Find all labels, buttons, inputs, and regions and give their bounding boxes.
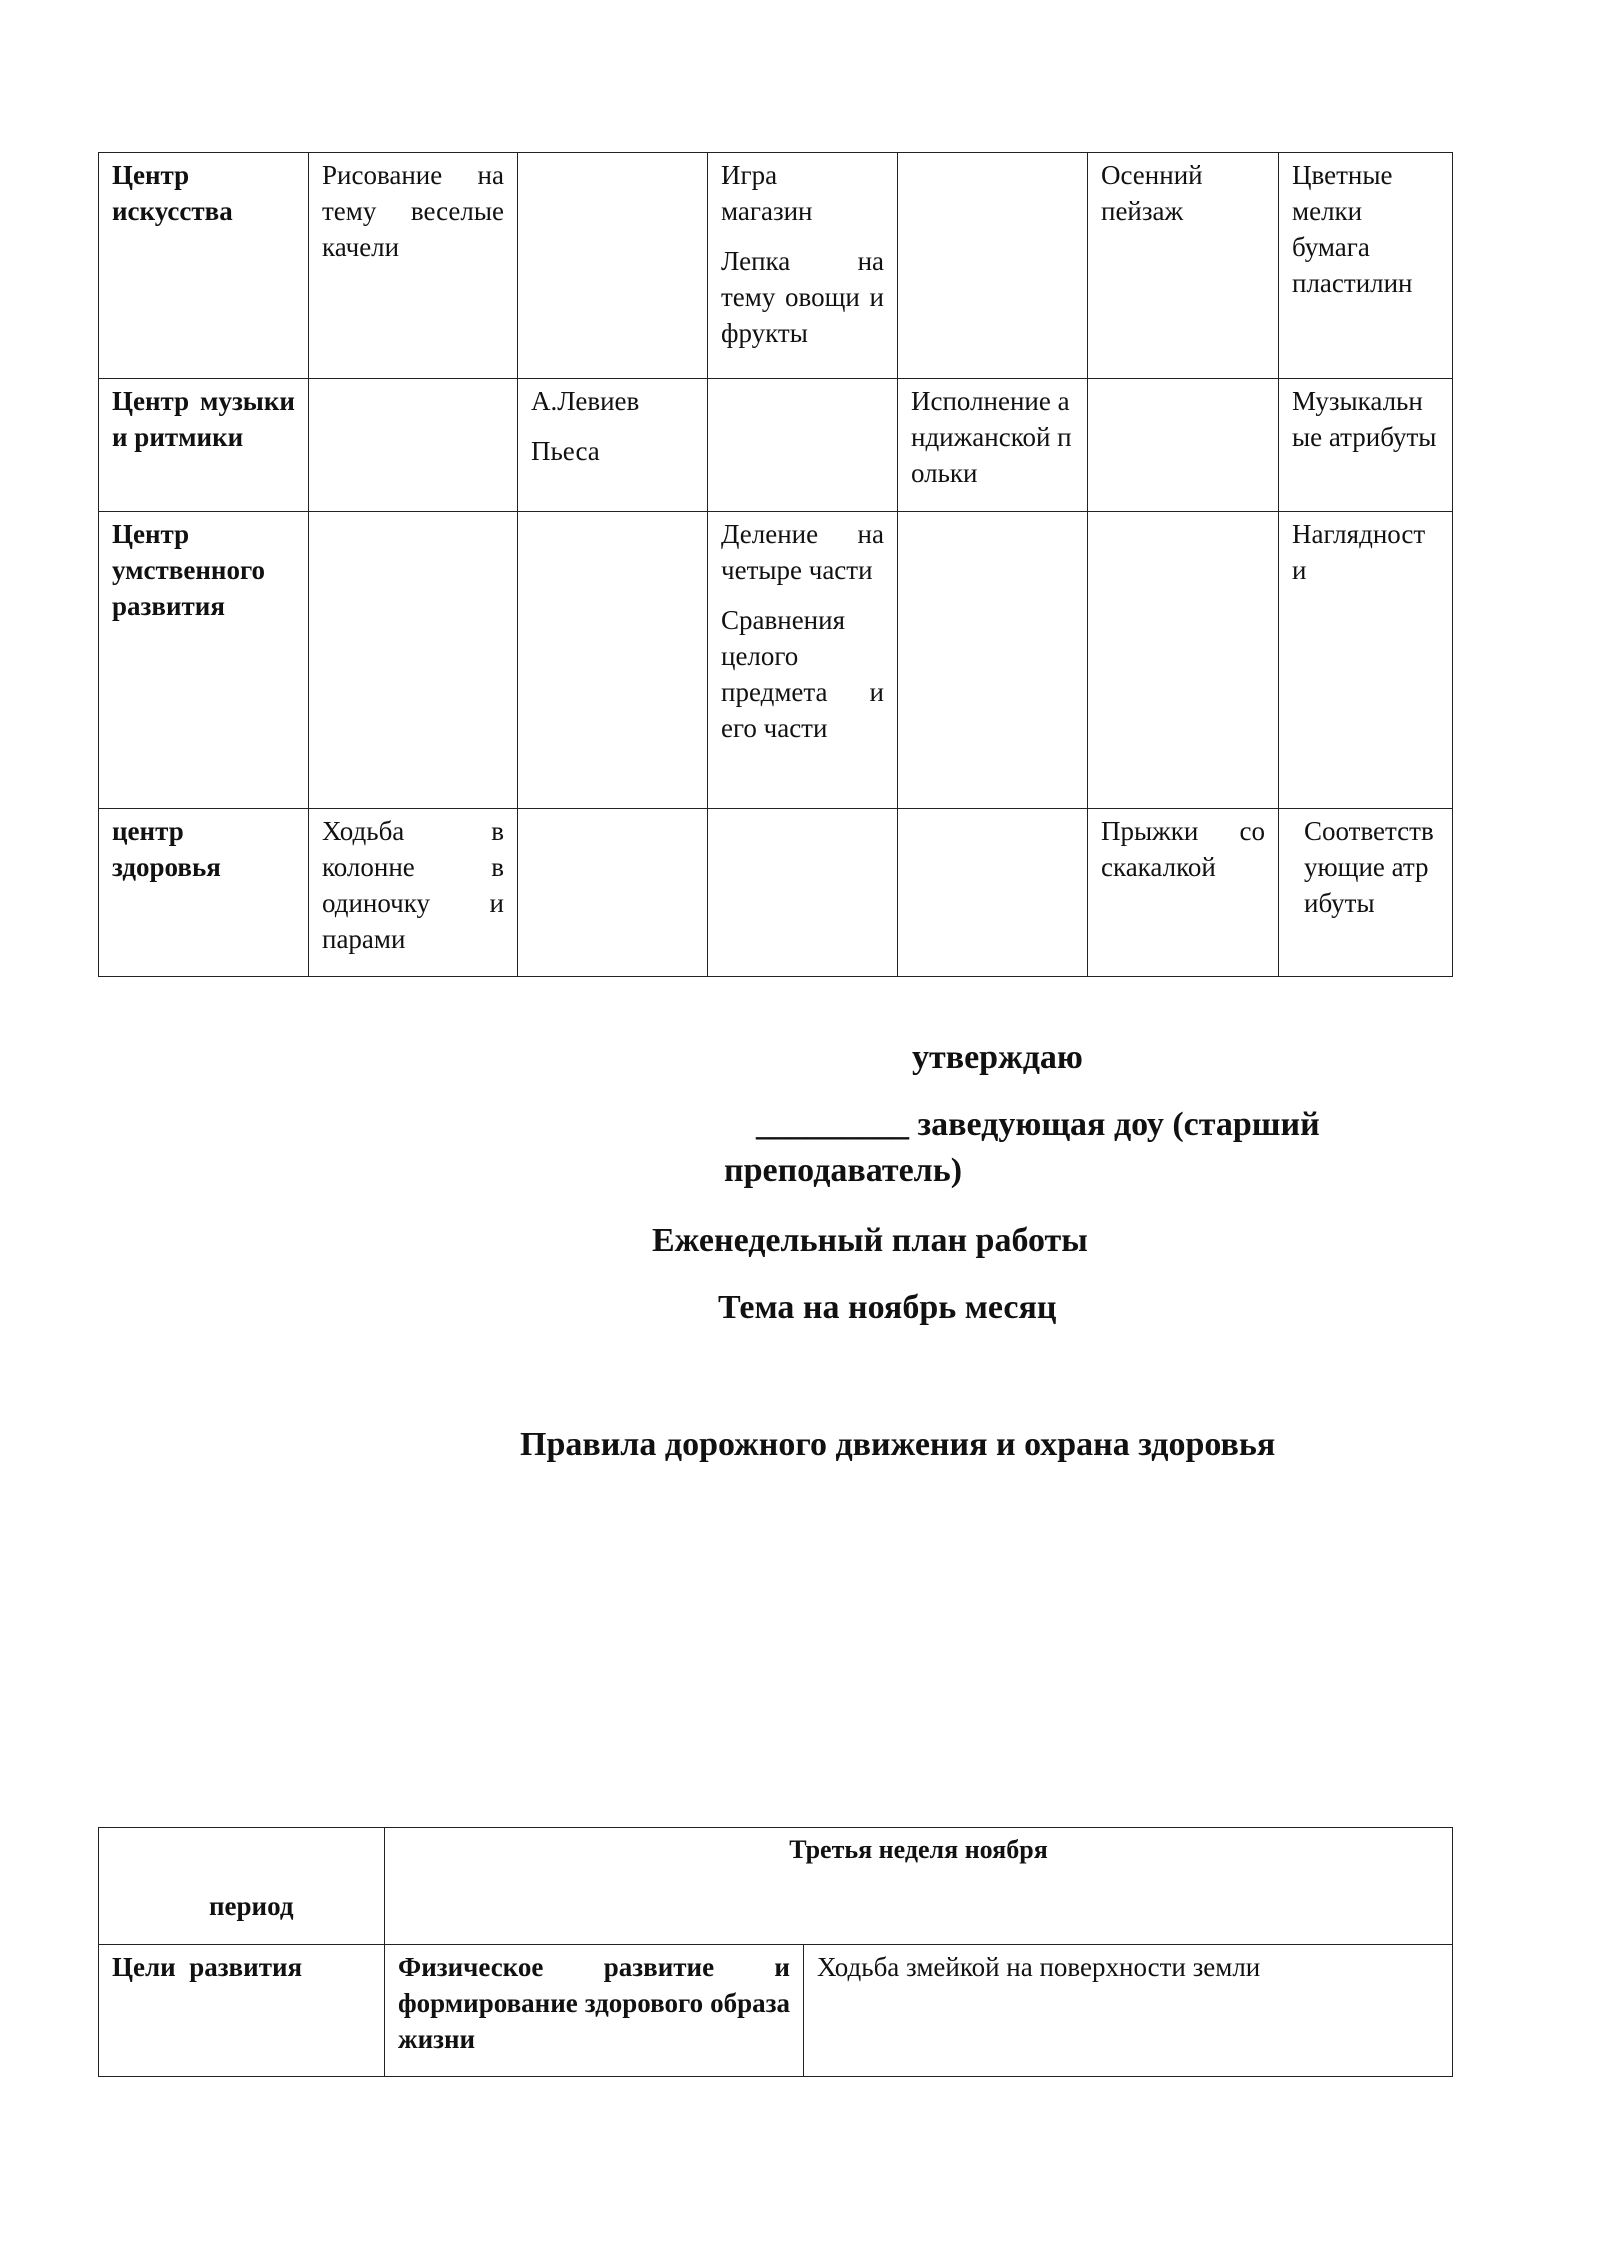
- cell-text: Исполнение андижанской польки: [911, 386, 1072, 488]
- cell-text: Центр музыки и ритмики: [112, 386, 295, 452]
- table-cell: [898, 809, 1088, 977]
- cell-text: Прыжки со скакалкой: [1101, 816, 1265, 882]
- cell-text: Музыкальные атрибуты: [1292, 386, 1437, 452]
- center-name-cell: [99, 512, 309, 809]
- cell-text: Центр умственного развития: [112, 519, 266, 621]
- cell-text: Наглядности: [1292, 519, 1426, 585]
- table-row: [99, 512, 1453, 809]
- topic-title: Тема на ноябрь месяц: [718, 1289, 1057, 1326]
- approval-signature-line: _________ заведующая доу (старший преподаватель): [724, 1106, 1320, 1189]
- cell-text: центр здоровья: [112, 816, 221, 882]
- table-cell: [1088, 153, 1279, 379]
- week-cell: [385, 1828, 1453, 1945]
- cell-text: Ходьба в колонне в одиночку и парами: [322, 816, 504, 954]
- plan-title: Еженедельный план работы: [652, 1222, 1088, 1259]
- table-cell: [309, 153, 518, 379]
- cell-text: Соответствующие атрибуты: [1304, 816, 1434, 918]
- cell-text: Центр искусства: [112, 160, 233, 226]
- cell-text: Сравнения целого предмета и его части: [721, 605, 884, 743]
- table-cell: [1088, 512, 1279, 809]
- development-area: Физическое развитие и формирование здорового образа жизни: [398, 1952, 790, 2054]
- table-row: [99, 379, 1453, 512]
- table-cell: [518, 809, 708, 977]
- cell-text: Рисование на тему веселые качели: [322, 160, 504, 262]
- period-cell: [99, 1828, 385, 1945]
- period-label: период: [209, 1891, 294, 1921]
- cell-text: А.Левиев: [531, 386, 640, 416]
- activity-cell: [804, 1945, 1453, 2077]
- table-cell: [898, 379, 1088, 512]
- weekly-plan-table: [98, 1827, 1453, 2077]
- table-cell: [518, 379, 708, 512]
- table-cell: [309, 379, 518, 512]
- goals-label: Цели развития: [112, 1952, 303, 1982]
- table-cell: [309, 512, 518, 809]
- table-cell: [1279, 809, 1453, 977]
- table-cell: [898, 512, 1088, 809]
- table-cell: [1088, 809, 1279, 977]
- development-area-cell: [385, 1945, 804, 2077]
- table-cell: [309, 809, 518, 977]
- table-cell: [1088, 379, 1279, 512]
- cell-text: Пьеса: [531, 436, 600, 466]
- table-cell: [1279, 512, 1453, 809]
- table-cell: [708, 512, 898, 809]
- table-row: [99, 809, 1453, 977]
- table-cell: [518, 512, 708, 809]
- cell-text: Игра магазин: [721, 160, 813, 226]
- center-name-cell: [99, 809, 309, 977]
- table-cell: [518, 153, 708, 379]
- cell-text: Лепка на тему овощи и фрукты: [721, 246, 884, 348]
- table-cell: [898, 153, 1088, 379]
- cell-text: Осенний пейзаж: [1101, 160, 1203, 226]
- table-cell: [708, 153, 898, 379]
- cell-text: Цветные мелки бумага пластилин: [1292, 160, 1413, 298]
- table-cell: [708, 809, 898, 977]
- goals-label-cell: [99, 1945, 385, 2077]
- table-row: [99, 1945, 1453, 2077]
- table-row: [99, 153, 1453, 379]
- cell-text: Деление на четыре части: [721, 519, 884, 585]
- table-cell: [1279, 379, 1453, 512]
- theme-title: Правила дорожного движения и охрана здоровья: [520, 1426, 1276, 1463]
- table-cell: [708, 379, 898, 512]
- approval-title: утверждаю: [912, 1039, 1083, 1076]
- table-cell: [1279, 153, 1453, 379]
- center-name-cell: [99, 153, 309, 379]
- week-label: Третья неделя ноября: [789, 1835, 1048, 1864]
- activity-centers-table: [98, 152, 1453, 977]
- center-name-cell: [99, 379, 309, 512]
- table-row: [99, 1828, 1453, 1945]
- activity-text: Ходьба змейкой на поверхности земли: [817, 1952, 1261, 1982]
